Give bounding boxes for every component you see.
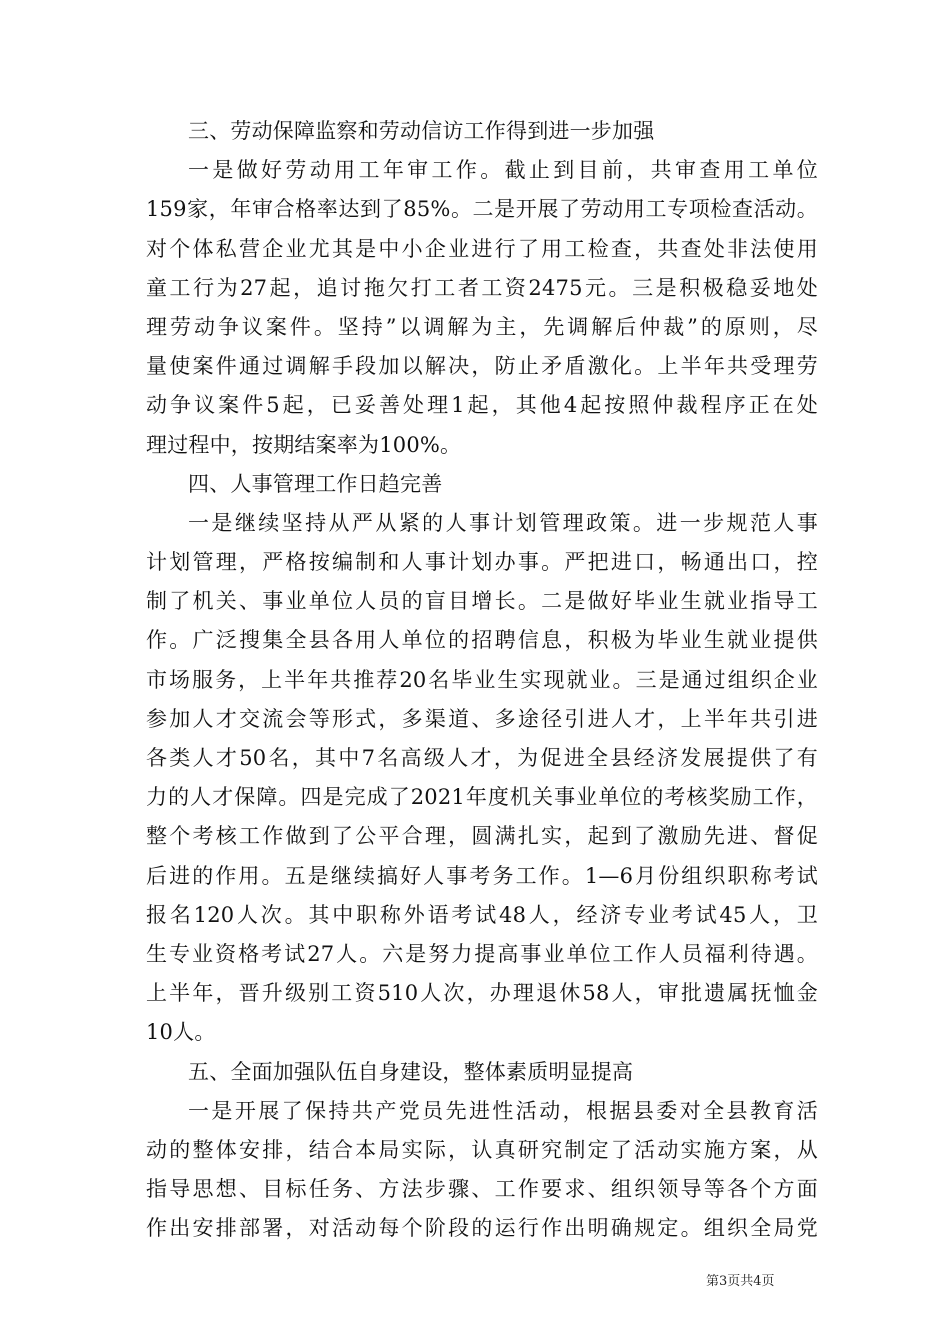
text-line: 一是开展了保持共产党员先进性活动，根据县委对全县教育活 bbox=[188, 1098, 818, 1123]
text-line: 理过程中，按期结案率为100%。 bbox=[146, 432, 462, 457]
text-line: 四、人事管理工作日趋完善 bbox=[188, 471, 443, 496]
text-line: 计划管理，严格按编制和人事计划办事。严把进口，畅通出口，控 bbox=[146, 550, 818, 575]
text-line: 各类人才50名，其中7名高级人才，为促进全县经济发展提供了有 bbox=[146, 746, 818, 770]
text-line: 一是做好劳动用工年审工作。截止到目前，共审查用工单位 bbox=[188, 158, 818, 183]
text-line: 理劳动争议案件。坚持”以调解为主，先调解后仲裁”的原则，尽 bbox=[146, 314, 818, 339]
text-line: 指导思想、目标任务、方法步骤、工作要求、组织领导等各个方面 bbox=[146, 1177, 818, 1202]
text-line: 10人。 bbox=[146, 1020, 216, 1045]
text-line: 制了机关、事业单位人员的盲目增长。二是做好毕业生就业指导工 bbox=[146, 589, 818, 614]
text-line: 作。广泛搜集全县各用人单位的招聘信息，积极为毕业生就业提供 bbox=[146, 628, 818, 653]
text-line: 五、全面加强队伍自身建设，整体素质明显提高 bbox=[188, 1059, 634, 1084]
text-line: 动争议案件5起，已妥善处理1起，其他4起按照仲裁程序正在处 bbox=[146, 393, 818, 418]
text-line: 整个考核工作做到了公平合理，圆满扎实，起到了激励先进、督促 bbox=[146, 824, 818, 849]
text-line: 159家，年审合格率达到了85%。二是开展了劳动用工专项检查活动。 bbox=[146, 197, 818, 222]
text-line: 报名120人次。其中职称外语考试48人，经济专业考试45人，卫 bbox=[146, 902, 818, 927]
page-number-footer: 第3页共4页 bbox=[706, 1274, 775, 1289]
text-line: 三、劳动保障监察和劳动信访工作得到进一步加强 bbox=[188, 119, 655, 143]
text-line: 童工行为27起，追讨拖欠打工者工资2475元。三是积极稳妥地处 bbox=[146, 275, 818, 300]
text-line: 动的整体安排，结合本局实际，认真研究制定了活动实施方案，从 bbox=[146, 1137, 818, 1162]
text-line: 生专业资格考试27人。六是努力提高事业单位工作人员福利待遇。 bbox=[146, 941, 818, 966]
text-line: 一是继续坚持从严从紧的人事计划管理政策。进一步规范人事 bbox=[188, 510, 818, 535]
text-line: 上半年，晋升级别工资510人次，办理退休58人，审批遗属抚恤金 bbox=[146, 981, 818, 1006]
text-line: 后进的作用。五是继续搞好人事考务工作。1—6月份组织职称考试 bbox=[146, 863, 818, 888]
text-line: 对个体私营企业尤其是中小企业进行了用工检查，共查处非法使用 bbox=[146, 236, 818, 261]
text-line: 参加人才交流会等形式，多渠道、多途径引进人才，上半年共引进 bbox=[146, 706, 818, 731]
text-line: 作出安排部署，对活动每个阶段的运行作出明确规定。组织全局党 bbox=[146, 1216, 818, 1241]
text-line: 量使案件通过调解手段加以解决，防止矛盾激化。上半年共受理劳 bbox=[146, 354, 818, 379]
document-body bbox=[146, 112, 818, 1248]
text-line: 力的人才保障。四是完成了2021年度机关事业单位的考核奖励工作， bbox=[146, 785, 818, 810]
text-line: 市场服务，上半年共推荐20名毕业生实现就业。三是通过组织企业 bbox=[146, 667, 818, 692]
